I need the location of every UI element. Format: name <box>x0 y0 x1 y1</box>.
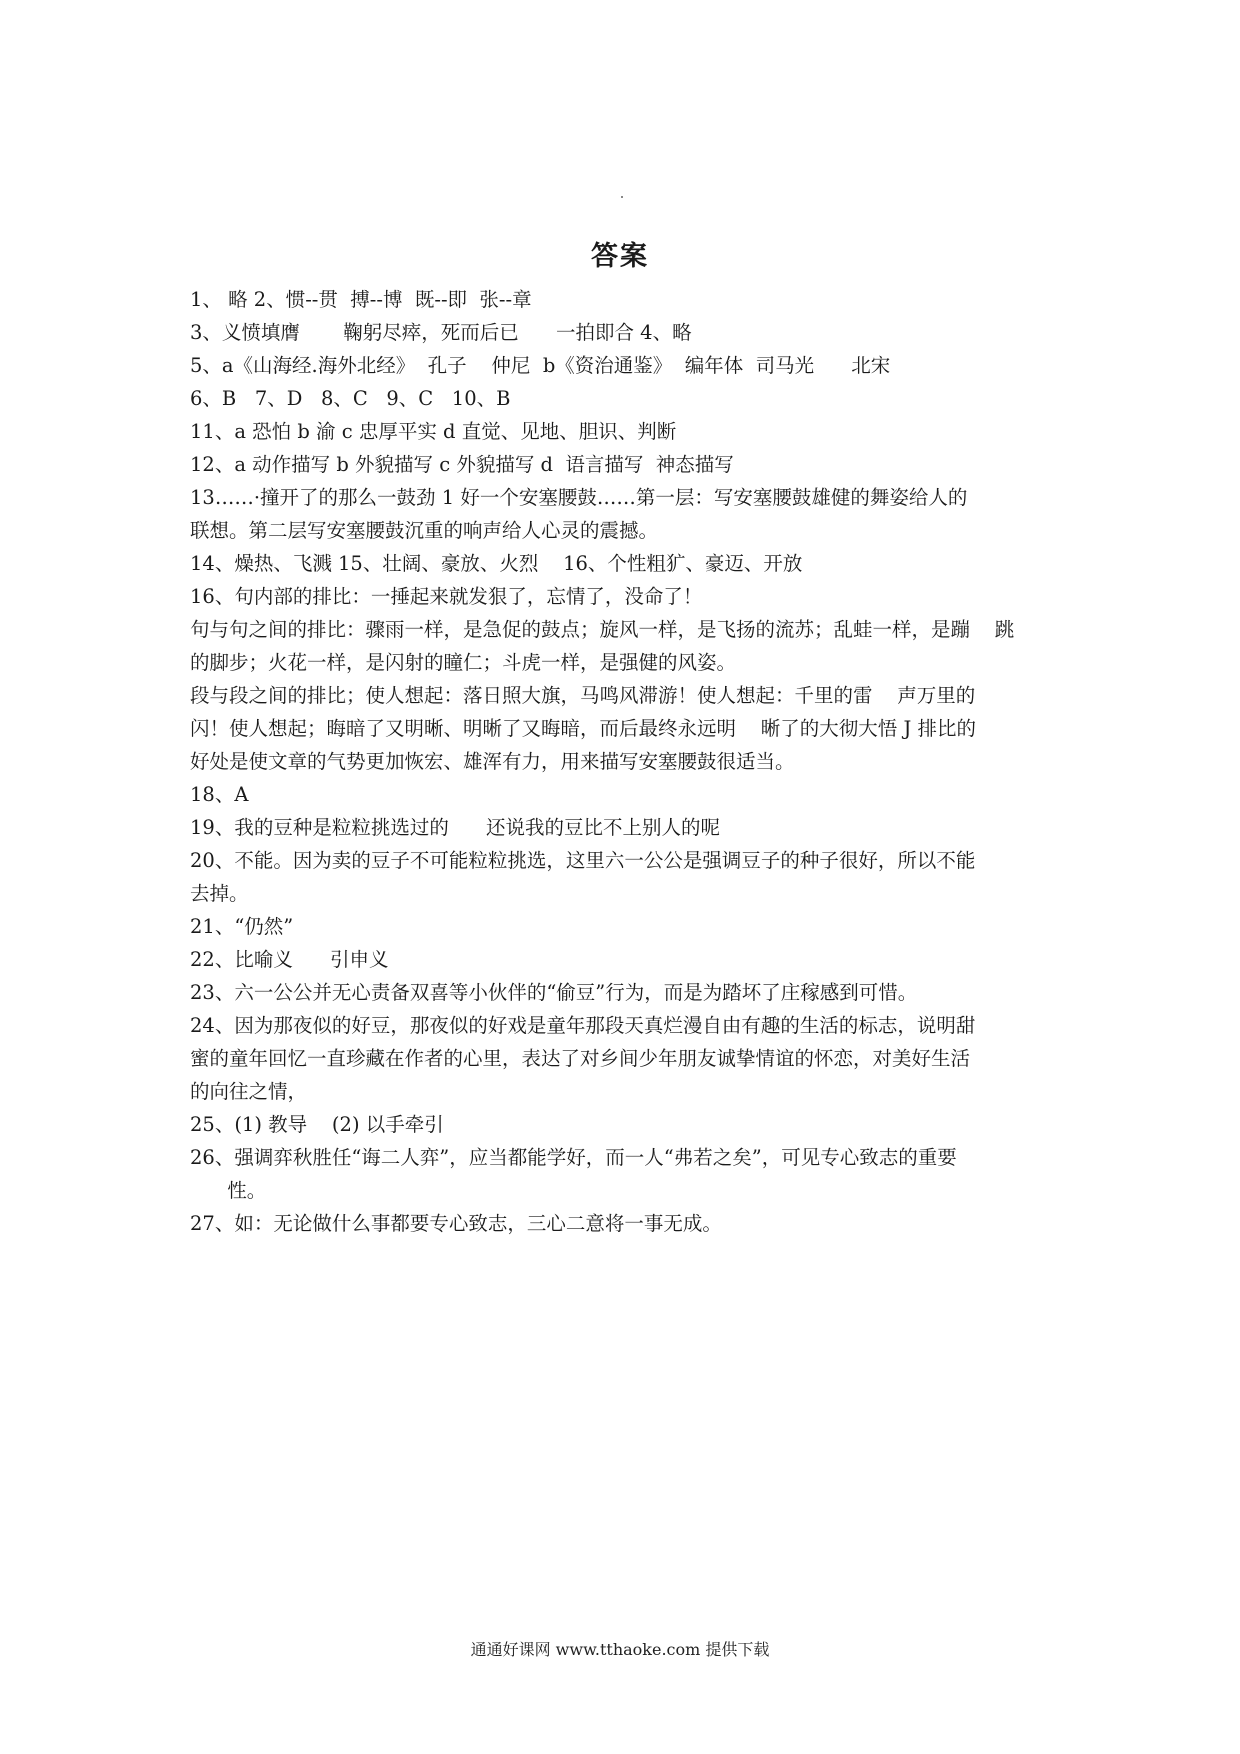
answer-line: 闪！使人想起；晦暗了又明晰、明晰了又晦暗，而后最终永远明 晰了的大彻大悟 J 排比的 <box>190 717 977 740</box>
answer-line: 蜜的童年回忆一直珍藏在作者的心里，表达了对乡间少年朋友诚挚情谊的怀恋，对美好生活 <box>190 1047 971 1070</box>
answer-line: 14、燥热、飞溅 15、壮阔、豪放、火烈 16、个性粗犷、豪迈、开放 <box>190 552 803 575</box>
answer-line: 18、A <box>190 783 249 806</box>
page-title: 答案 <box>591 241 649 272</box>
answer-line: 的向往之情， <box>190 1080 308 1103</box>
answer-line: 去掉。 <box>190 882 249 905</box>
answer-line: 27、如：无论做什么事都要专心致志，三心二意将一事无成。 <box>190 1212 722 1235</box>
answer-line: 25、(1) 教导 (2) 以手牵引 <box>190 1113 444 1136</box>
answer-line: 的脚步；火花一样，是闪射的瞳仁；斗虎一样，是强健的风姿。 <box>190 651 737 674</box>
answer-line: 19、我的豆种是粒粒挑选过的 还说我的豆比不上别人的呢 <box>190 816 721 839</box>
answer-line: 3、义愤填膺 鞠躬尽瘁，死而后已 一拍即合 4、略 <box>190 321 692 344</box>
answer-line: 20、不能。因为卖的豆子不可能粒粒挑选，这里六一公公是强调豆子的种子很好，所以不能 <box>190 849 976 872</box>
answer-line: 16、句内部的排比：一捶起来就发狠了，忘情了，没命了！ <box>190 585 703 608</box>
answer-line: 13……·撞开了的那么一鼓劲 1 好一个安塞腰鼓……第一层：写安塞腰鼓雄健的舞姿给人的 <box>190 486 968 509</box>
answer-line: 6、B 7、D 8、C 9、C 10、B <box>190 387 511 410</box>
answer-list <box>190 283 1060 1240</box>
answer-line: 24、因为那夜似的好豆，那夜似的好戏是童年那段天真烂漫自由有趣的生活的标志，说明甜 <box>190 1014 976 1037</box>
answer-line: 5、a《山海经.海外北经》 孔子 仲尼 b《资治通鉴》 编年体 司马光 北宋 <box>190 354 891 377</box>
answer-line: 段与段之间的排比；使人想起：落日照大旗，马鸣风滞游！使人想起：千里的雷 声万里的 <box>190 684 976 707</box>
answer-line: 联想。第二层写安塞腰鼓沉重的响声给人心灵的震撼。 <box>190 519 659 542</box>
answer-line: 26、强调弈秋胜任“诲二人弈”，应当都能学好，而一人“弗若之矣”，可见专心致志的重要 <box>190 1146 957 1169</box>
answer-line: 23、六一公公并无心责备双喜等小伙伴的“偷豆”行为，而是为踏坏了庄稼感到可惜。 <box>190 981 918 1004</box>
page-footer: 通通好课网 www.tthaoke.com 提供下载 <box>470 1640 770 1659</box>
answer-line: 性。 <box>190 1179 267 1202</box>
answer-line: 1、 略 2、惯--贯 搏--博 既--即 张--章 <box>190 288 532 311</box>
answer-line: 21、“仍然” <box>190 915 294 938</box>
answer-line: 好处是使文章的气势更加恢宏、雄浑有力，用来描写安塞腰鼓很适当。 <box>190 750 795 773</box>
answer-line: 12、a 动作描写 b 外貌描写 c 外貌描写 d 语言描写 神态描写 <box>190 453 734 476</box>
answer-line: 句与句之间的排比：骤雨一样，是急促的鼓点；旋风一样，是飞扬的流苏；乱蛙一样，是蹦 跳 <box>190 618 1015 641</box>
answer-line: 11、a 恐怕 b 渝 c 忠厚平实 d 直觉、见地、胆识、判断 <box>190 420 677 443</box>
answer-line: 22、比喻义 引申义 <box>190 948 389 971</box>
scan-speck <box>621 196 623 198</box>
